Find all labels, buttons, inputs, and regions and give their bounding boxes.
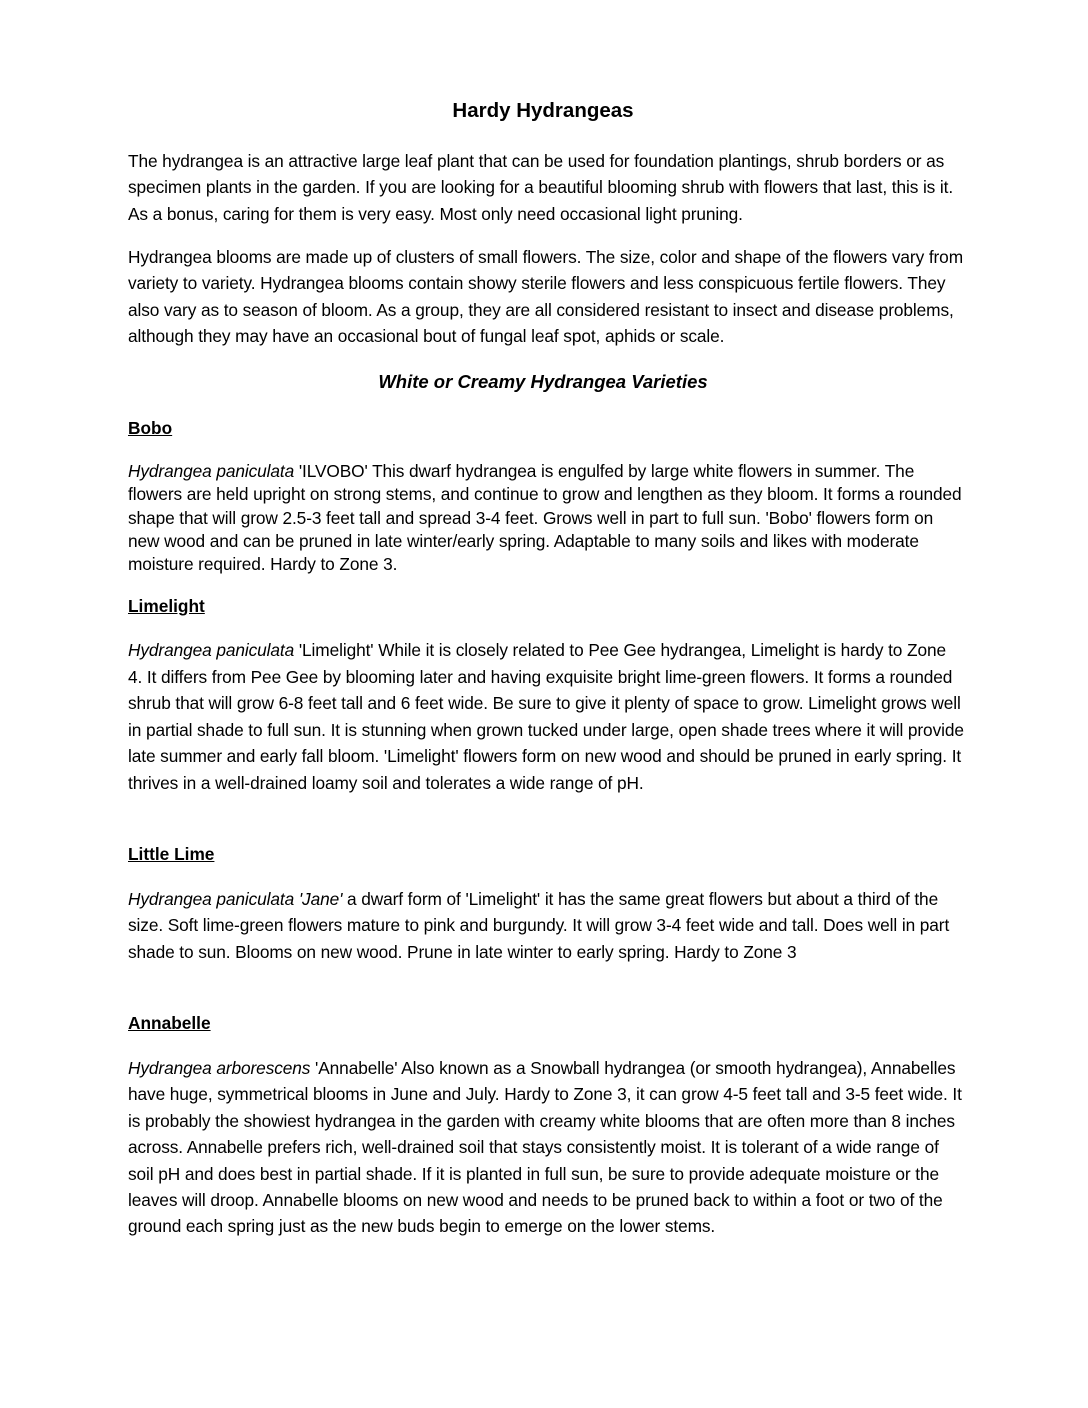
description-text: a dwarf form of 'Limelight' it has the same great flowers but about a third of the size. Soft lime-green flowers mature to pink and burgundy. It will grow 3-4 feet wide and tall. Does well in part shade to sun. Blooms on new wood. Prune in late winter to early spring. Hardy to Zone 3 xyxy=(128,889,950,962)
intro-paragraph: Hydrangea blooms are made up of clusters of small flowers. The size, color and shape of the flowers vary from variety to variety. Hydrangea blooms contain showy sterile flowers and less conspicuous fertile flowers. They also vary as to season of bloom. As a group, they are all considered resistant to insect and disease problems, although they may have an occasional bout of fungal leaf spot, aphids or scale. xyxy=(128,247,963,346)
variety-description-bobo xyxy=(128,460,964,576)
intro-paragraph: The hydrangea is an attractive large leaf plant that can be used for foundation plantings, shrub borders or as specimen plants in the garden. If you are looking for a beautiful blooming shrub with flowers that last, this is it. As a bonus, caring for them is very easy. Most only need occasional light pruning. xyxy=(128,151,954,224)
description-text: 'Annabelle' Also known as a Snowball hydrangea (or smooth hydrangea), Annabelles have huge, symmetrical blooms in June and July. Hardy to Zone 3, it can grow 4-5 feet tall and 3-5 feet wide. It is probably the showiest hydrangea in the garden with creamy white blooms that are often more than 8 inches across. Annabelle prefers rich, well-drained soil that stays consistently moist. It is tolerant of a wide range of soil pH and does best in partial shade. If it is planted in full sun, be sure to provide adequate moisture or the leaves will droop. Annabelle blooms on new wood and needs to be pruned back to within a foot or two of the ground each spring just as the new buds begin to emerge on the lower stems. xyxy=(128,1058,962,1237)
variety-name-annabelle: Annabelle xyxy=(128,1013,211,1033)
description-text: 'ILVOBO' This dwarf hydrangea is engulfed by large white flowers in summer. The flowers are held upright on strong stems, and continue to grow and lengthen as they bloom. It forms a rounded shape that will grow 2.5-3 feet tall and spread 3-4 feet. Grows well in part to full sun. 'Bobo' flowers form on new wood and can be pruned in late winter/early spring. Adaptable to many soils and likes with moderate moisture required. Hardy to Zone 3. xyxy=(128,461,962,575)
variety-description-limelight xyxy=(128,637,964,797)
variety-name-limelight: Limelight xyxy=(128,596,205,616)
document-title: Hardy Hydrangeas xyxy=(452,99,634,122)
scientific-name: Hydrangea arborescens xyxy=(128,1058,311,1078)
variety-description-annabelle xyxy=(128,1055,964,1240)
scientific-name: Hydrangea paniculata 'Jane' xyxy=(128,889,343,909)
variety-name-little-lime: Little Lime xyxy=(128,844,215,864)
scientific-name: Hydrangea paniculata xyxy=(128,640,295,660)
scientific-name: Hydrangea paniculata xyxy=(128,461,295,481)
variety-description-little-lime xyxy=(128,886,964,965)
variety-name-bobo: Bobo xyxy=(128,418,173,438)
section-heading: White or Creamy Hydrangea Varieties xyxy=(378,371,708,392)
description-text: 'Limelight' While it is closely related to Pee Gee hydrangea, Limelight is hardy to Zone 4. It differs from Pee Gee by blooming later and having exquisite bright lime-green flowers. It forms a rounded shrub that will grow 6-8 feet tall and 6 feet wide. Be sure to give it plenty of space to grow. Limelight grows well in partial shade to full sun. It is stunning when grown tucked under large, open shade trees where it will provide late summer and early fall bloom. 'Limelight' flowers form on new wood and should be pruned in early spring. It thrives in a well-drained loamy soil and tolerates a wide range of pH. xyxy=(128,640,964,793)
